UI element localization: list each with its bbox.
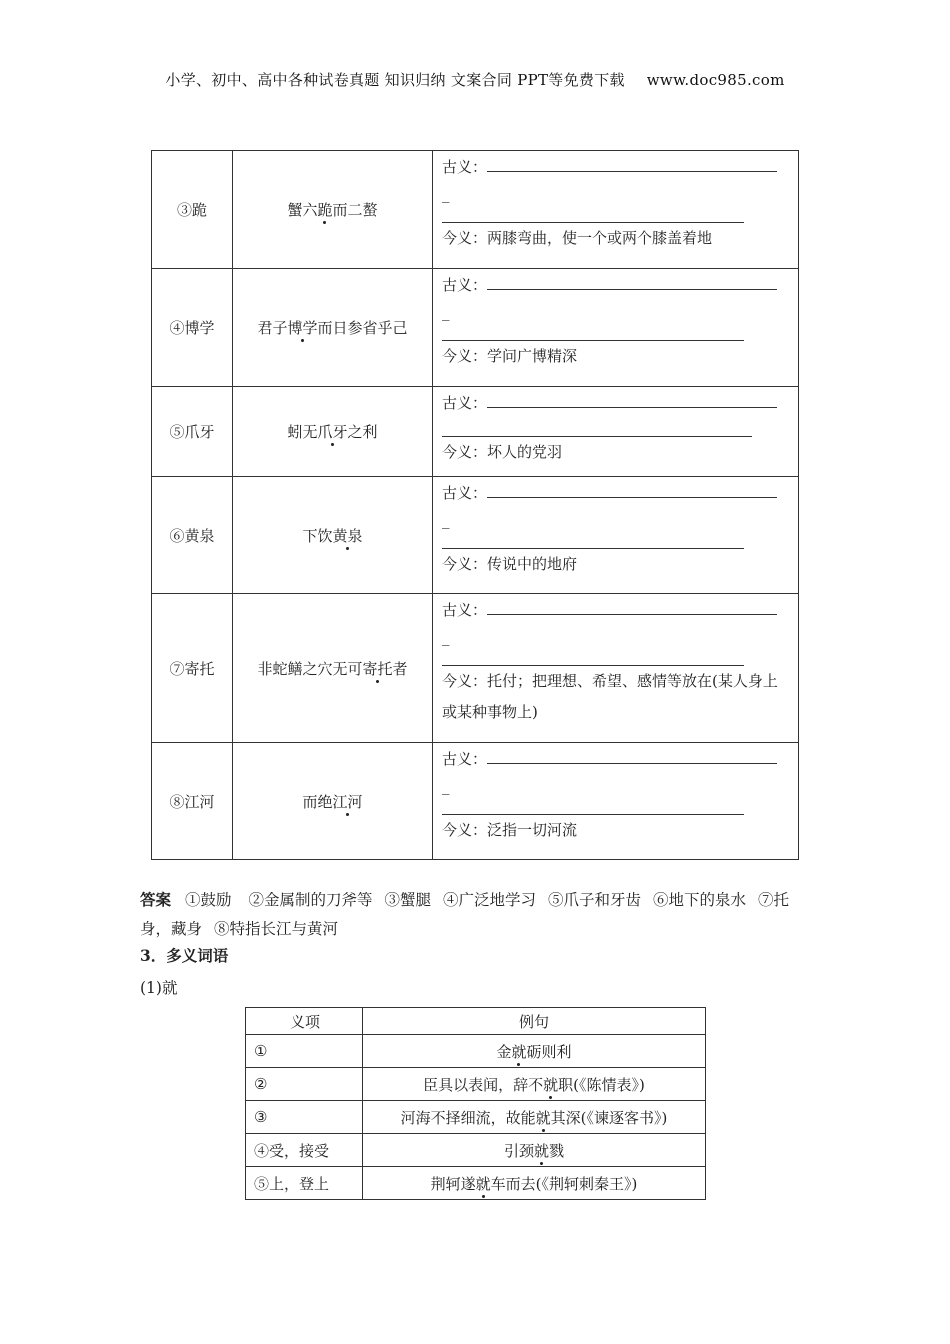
meaning-cell: 古义： 今义：坏人的党羽 <box>433 387 799 477</box>
emphasis-dot: 寄托 <box>362 659 393 678</box>
answer-blank[interactable] <box>442 419 752 437</box>
gujin-table <box>151 150 799 860</box>
table-row <box>246 1134 706 1167</box>
answer-blank[interactable] <box>487 272 777 290</box>
meaning-cell: 古义： _ 今义：学问广博精深 <box>433 269 799 387</box>
column-header: 义项 <box>246 1008 363 1035</box>
example-cell: 河海不择细流，故能就其深(《谏逐客书》) <box>363 1101 706 1134</box>
meaning-cell: ⑤上，登上 <box>246 1167 363 1200</box>
example-cell: 下饮黄泉 <box>233 477 433 594</box>
gu-label: 古义： <box>442 484 488 502</box>
answer-block: 答案 ①鼓励 ②金属制的刀斧等 ③蟹腿 ④广泛地学习 ⑤爪子和牙齿 ⑥地下的泉水 ⑦托身，藏身 ⑧特指长江与黄河 <box>140 890 790 938</box>
table-row <box>246 1167 706 1200</box>
jin-meaning: 托付；把理想、希望、感情等放在(某人身上或某种事物上) <box>442 671 778 721</box>
table-row <box>246 1068 706 1101</box>
meaning-cell: 古义： _ 今义：两膝弯曲，使一个或两个膝盖着地 <box>433 151 799 269</box>
emphasis-dot: 就 <box>535 1108 551 1127</box>
jin-meaning: 坏人的党羽 <box>487 442 563 461</box>
meaning-cell: ③ <box>246 1101 363 1134</box>
example-cell: 荆轲遂就车而去(《荆轲刺秦王》) <box>363 1167 706 1200</box>
word-cell: ④博学 <box>152 269 233 387</box>
answer-blank[interactable] <box>487 154 777 172</box>
example-cell: 君子博学而日参省乎己 <box>233 269 433 387</box>
jin-meaning: 两膝弯曲，使一个或两个膝盖着地 <box>487 228 713 247</box>
emphasis-dot: 就 <box>533 1141 549 1160</box>
word-cell: ③跪 <box>152 151 233 269</box>
emphasis-dot: 黄泉 <box>332 526 363 545</box>
column-header: 例句 <box>363 1008 706 1035</box>
jin-meaning: 泛指一切河流 <box>487 820 578 839</box>
answer-blank[interactable] <box>442 525 744 549</box>
table-row <box>152 743 799 860</box>
table-row <box>152 477 799 594</box>
example-cell: 金就砺则利 <box>363 1035 706 1068</box>
subsection-heading: (1)就 <box>140 979 178 997</box>
answer-blank[interactable] <box>487 390 777 408</box>
gu-label: 古义： <box>442 394 488 412</box>
gu-label: 古义： <box>442 750 488 768</box>
meaning-cell: ④受，接受 <box>246 1134 363 1167</box>
header-text: 小学、初中、高中各种试卷真题 知识归纳 文案合同 PPT等免费下载 <box>165 71 625 89</box>
table-row <box>152 269 799 387</box>
example-cell: 非蛇鳝之穴无可寄托者 <box>233 594 433 743</box>
word-cell: ⑦寄托 <box>152 594 233 743</box>
header-url[interactable]: www.doc985.com <box>646 71 785 89</box>
table-row <box>246 1101 706 1134</box>
emphasis-dot: 跪 <box>317 201 333 219</box>
answer-blank[interactable] <box>442 791 744 815</box>
example-cell: 引颈就戮 <box>363 1134 706 1167</box>
answer-blank[interactable] <box>442 199 744 223</box>
polysemy-table <box>245 1007 706 1200</box>
example-cell: 臣具以表闻，辞不就职(《陈情表》) <box>363 1068 706 1101</box>
meaning-cell: 古义： _ 今义：传说中的地府 <box>433 477 799 594</box>
example-cell: 蟹六跪而二螯 <box>233 151 433 269</box>
table-header-row <box>246 1008 706 1035</box>
emphasis-dot: 爪牙 <box>317 423 348 441</box>
section-heading: 3．多义词语 <box>140 946 229 965</box>
jin-meaning: 传说中的地府 <box>487 554 578 573</box>
example-cell: 蚓无爪牙之利 <box>233 387 433 477</box>
meaning-cell: ② <box>246 1068 363 1101</box>
meaning-cell: 古义： _ 今义：泛指一切河流 <box>433 743 799 860</box>
emphasis-dot: 就 <box>543 1075 559 1094</box>
answer-blank[interactable] <box>487 746 777 764</box>
page-header <box>0 69 950 90</box>
emphasis-dot: 博学 <box>287 319 318 337</box>
word-cell: ⑤爪牙 <box>152 387 233 477</box>
answer-blank[interactable] <box>442 317 744 341</box>
emphasis-dot: 江河 <box>332 792 363 811</box>
answer-blank[interactable] <box>442 642 744 666</box>
jin-meaning: 学问广博精深 <box>487 346 578 365</box>
word-cell: ⑥黄泉 <box>152 477 233 594</box>
word-cell: ⑧江河 <box>152 743 233 860</box>
table-row <box>152 151 799 269</box>
meaning-cell: 古义： _ 今义：托付；把理想、希望、感情等放在(某人身上或某种事物上) <box>433 594 799 743</box>
example-cell: 而绝江河 <box>233 743 433 860</box>
table-row <box>246 1035 706 1068</box>
gu-label: 古义： <box>442 601 488 619</box>
table-row <box>152 594 799 743</box>
emphasis-dot: 就 <box>511 1042 527 1061</box>
gu-label: 古义： <box>442 158 488 176</box>
emphasis-dot: 就 <box>475 1174 491 1193</box>
answer-blank[interactable] <box>487 597 777 615</box>
table-row <box>152 387 799 477</box>
answer-blank[interactable] <box>487 480 777 498</box>
gu-label: 古义： <box>442 276 488 294</box>
answer-label: 答案 <box>140 890 172 909</box>
meaning-cell: ① <box>246 1035 363 1068</box>
